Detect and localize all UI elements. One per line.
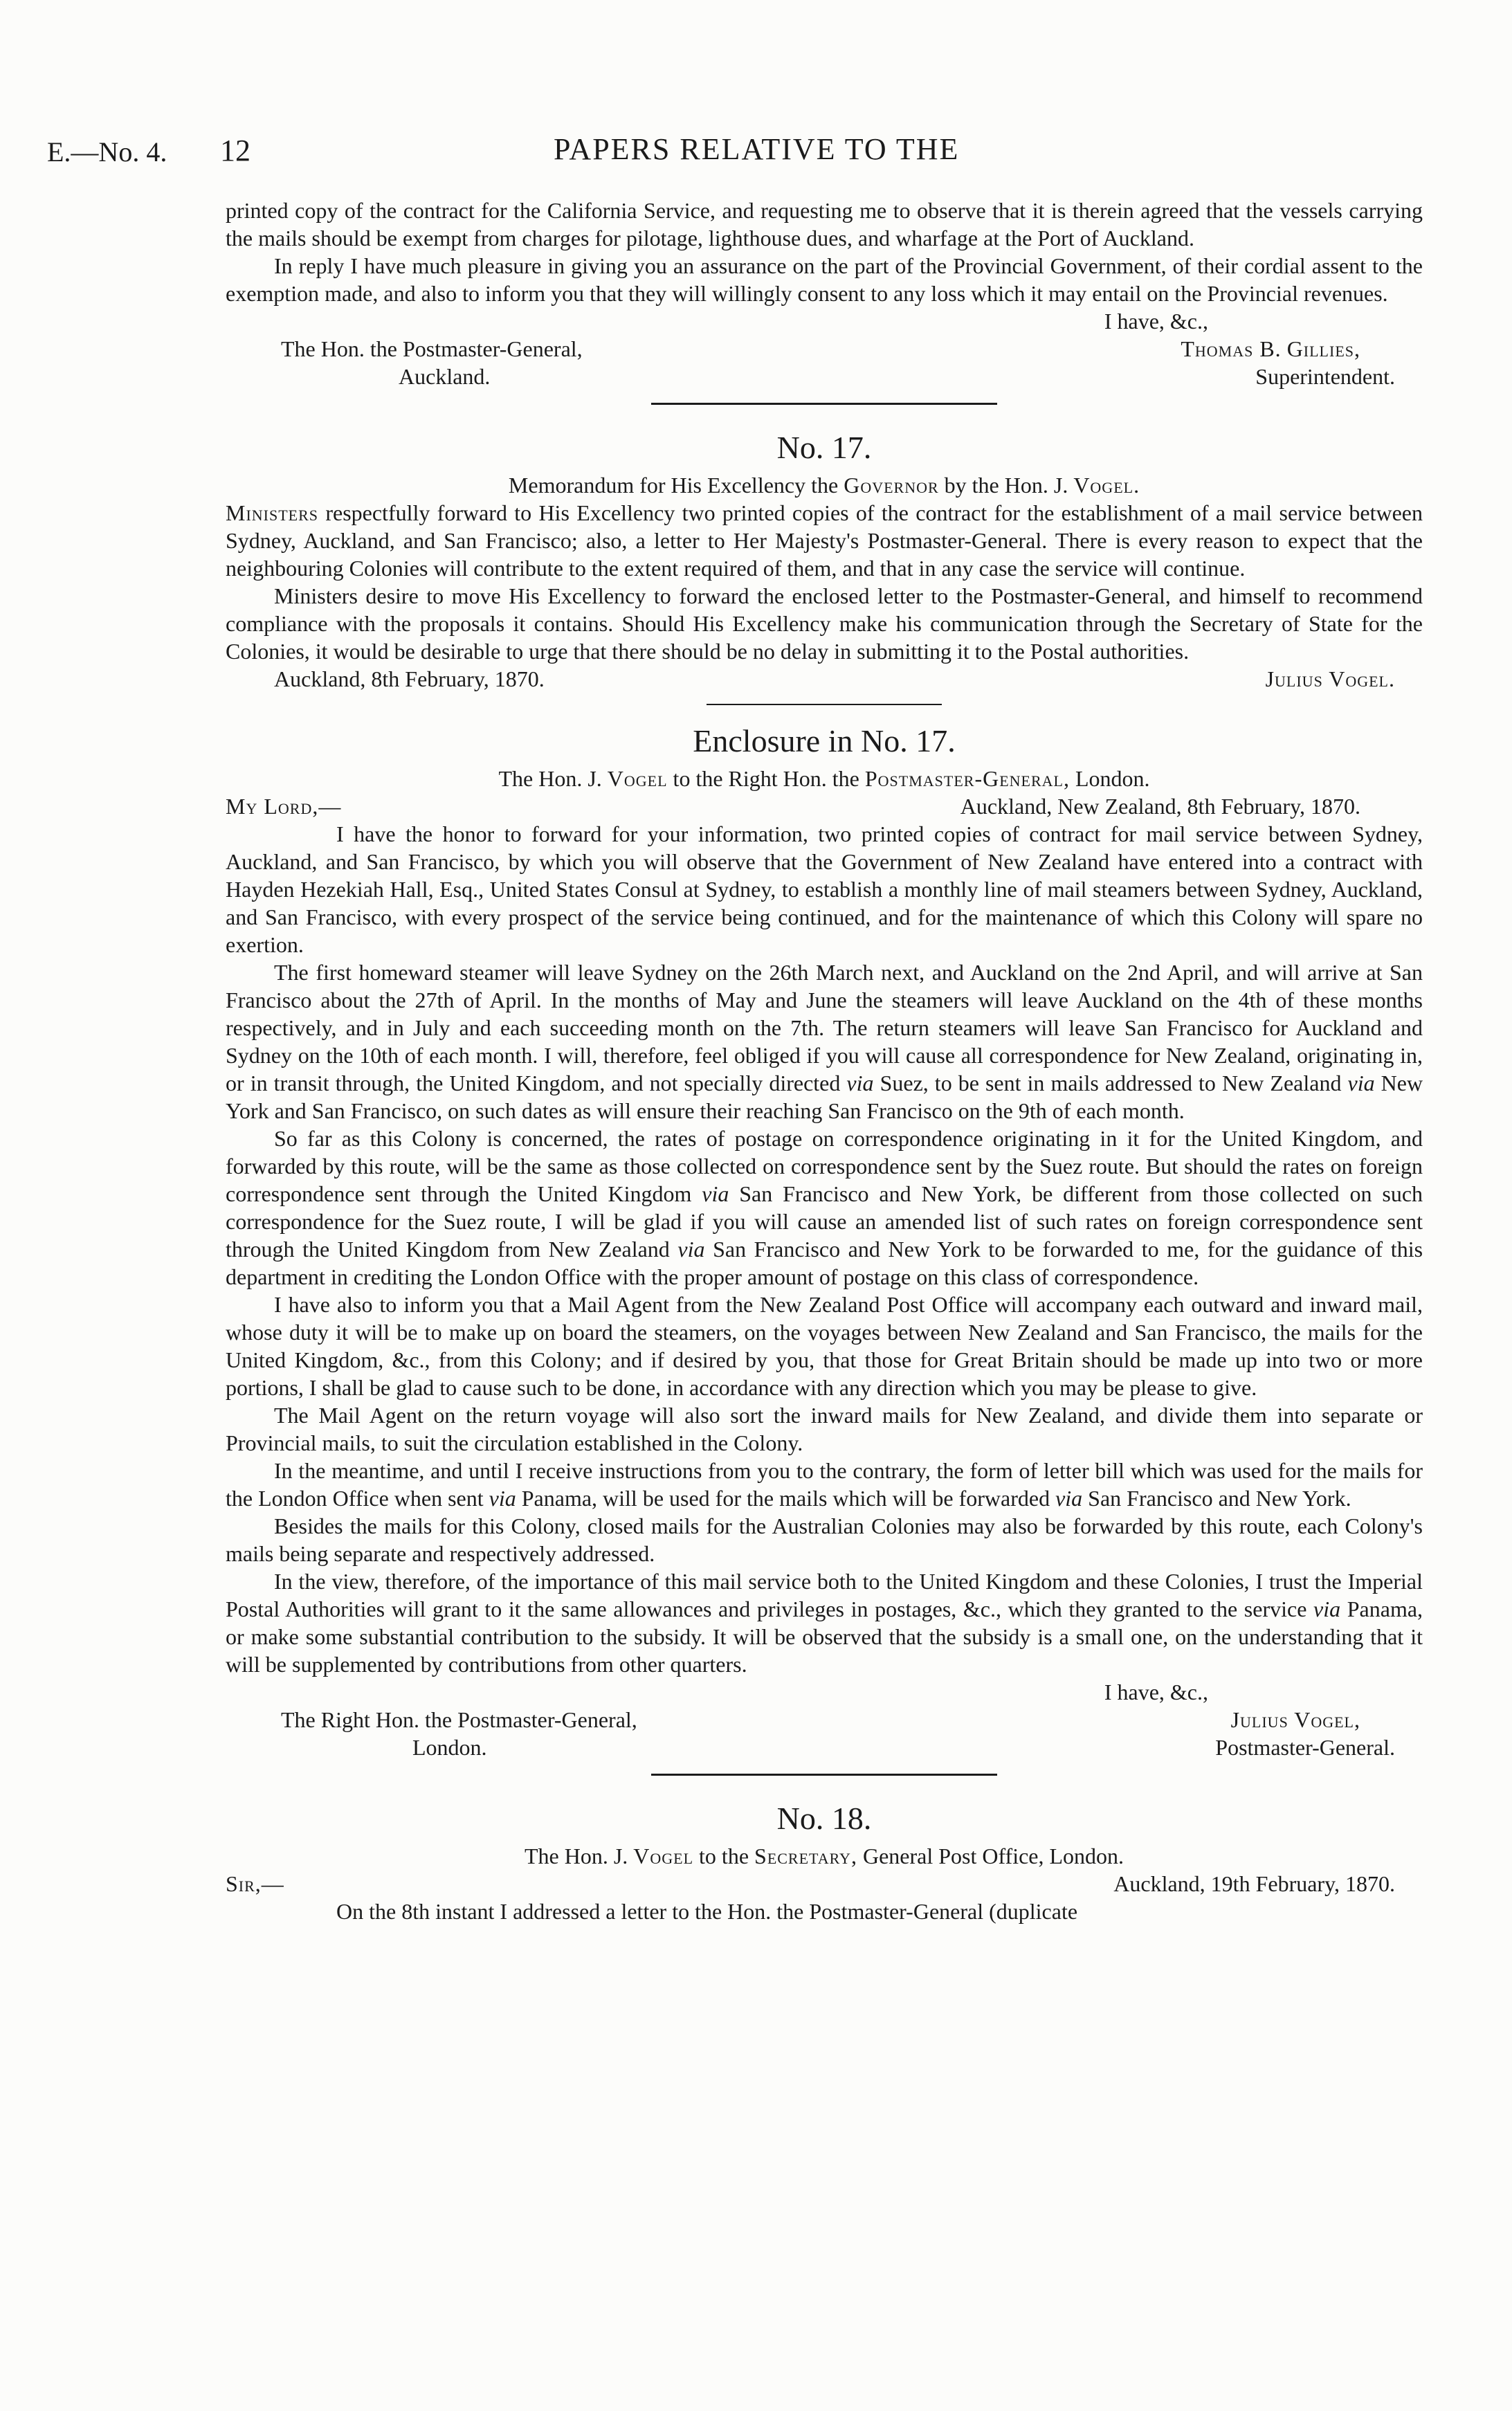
paragraph: I have the honor to forward for your information, two printed copies of contract for mail service between Sydney, Auckland, and San Francisco, by which you will observe that the Government of New Zealand have entered into a contract with Hayden Hezekiah Hall, Esq., United States Consul at Sydney, to establish a monthly line of mail steamers between Sydney, Auckland, and San Francisco, with every prospect of the service being continued, and for the maintenance of which this Colony will spare no exertion.: [226, 821, 1423, 957]
section-divider: [651, 1774, 997, 1776]
paragraph: [226, 1125, 1423, 1291]
paragraph-text: Panama, or make some substantial contribution to the subsidy. It will be observed that the subsidy is a small one, on the understanding that it will be supplemented by contributions from other quarters.: [226, 1596, 1423, 1677]
subheading-text: The Hon. J.: [498, 766, 602, 791]
place-date: Auckland, New Zealand, 8th February, 1870.: [960, 794, 1360, 819]
addressee-place: London.: [412, 1735, 487, 1760]
paragraph-text: In the meantime, and until I receive instructions from you to the contrary, the form of letter bill which was used for the mails for the London Office when sent: [226, 1458, 1423, 1511]
section-divider: [707, 704, 942, 705]
paragraph-text: Suez, to be sent in mails addressed to New Zealand: [880, 1071, 1342, 1095]
subheading-name: Governor: [844, 473, 939, 498]
document-heading: No. 17.: [776, 430, 872, 465]
subheading-name: Vogel: [633, 1844, 694, 1868]
paragraph-lead: Ministers: [226, 500, 319, 525]
paragraph: printed copy of the contract for the California Service, and requesting me to observe that it is therein agreed that the vessels carrying the mails should be exempt from charges for pilotage, lighthouse dues, and wharfage at the Port of Auckland.: [226, 198, 1423, 251]
emphasis: via: [489, 1486, 516, 1511]
signer: [1181, 335, 1423, 363]
paragraph-text: Panama, will be used for the mails which will be forwarded: [521, 1486, 1050, 1511]
paragraph: On the 8th instant I addressed a letter to the Hon. the Postmaster-General (duplicate: [336, 1899, 1078, 1924]
running-title: PAPERS RELATIVE TO THE: [554, 132, 960, 166]
paragraph: [226, 958, 1423, 1125]
emphasis: via: [1313, 1596, 1341, 1621]
signer-name: Thomas B.: [1181, 336, 1282, 361]
emphasis: via: [677, 1237, 705, 1262]
signer-title: Superintendent.: [1255, 364, 1395, 389]
addressee: The Hon. the Postmaster-General,: [281, 336, 583, 361]
salutation: Sir,—: [226, 1871, 284, 1896]
document-no-17: [226, 428, 1423, 693]
document-heading: Enclosure in No. 17.: [693, 723, 956, 758]
paragraph-text: So far as this Colony is concerned, the rates of postage on correspondence originating in it for the United Kingdom, and forwarded by this route, will be the same as those collected on correspondence sent by the Suez route. But should the rates on foreign correspondence sent through the United Kingdom: [226, 1126, 1423, 1206]
paragraph: Besides the mails for this Colony, closed mails for the Australian Colonies may also be forwarded by this route, each Colony's mails being separate and respectively addressed.: [226, 1513, 1423, 1566]
closing: I have, &c.,: [1104, 309, 1208, 334]
signer: Julius Vogel.: [1265, 666, 1395, 691]
paragraph-text: The first homeward steamer will leave Sydney on the 26th March next, and Auckland on the 2nd April, and will arrive at San Francisco about the 27th of April. In the months of May and June the steamers will leave Auckland on the 4th of these months respectively, and in July and each succeeding month on the 7th. The return steamers will leave San Francisco for Auckland and Sydney on the 10th of each month. I will, therefore, feel obliged if you will cause all correspondence for New Zealand, originating in, or in transit through, the United Kingdom, and not specially directed: [226, 960, 1423, 1095]
subheading-name: Vogel: [607, 766, 668, 791]
signature-row: [226, 335, 1423, 363]
place-date: Auckland, 8th February, 1870.: [274, 666, 545, 691]
paragraph-text: New York and San Francisco, on such dates as will ensure their reaching San Francisco on the 9th of each month.: [226, 1071, 1423, 1123]
date-signature-row: [226, 665, 1423, 693]
subheading-text: The Hon. J.: [524, 1844, 628, 1868]
page-number: 12: [220, 134, 251, 167]
subheading-name: Secretary,: [754, 1844, 857, 1868]
subheading-name: Vogel.: [1073, 473, 1140, 498]
subheading-text: to the Right Hon. the: [673, 766, 859, 791]
subheading-text: by the Hon. J.: [944, 473, 1068, 498]
paragraph: In reply I have much pleasure in giving you an assurance on the part of the Provincial Government, of their cordial assent to the exemption made, and also to inform you that they will willingly consent to any loss which it may entail on the Provincial revenues.: [226, 253, 1423, 306]
paragraph: [226, 499, 1423, 582]
subheading-text: Memorandum for His Excellency the: [508, 473, 839, 498]
document-no-18: [226, 1799, 1423, 1925]
subheading-text: London.: [1075, 766, 1150, 791]
subheading-name: Postmaster-General,: [864, 766, 1070, 791]
place-date: Auckland, 19th February, 1870.: [1113, 1871, 1395, 1896]
signer-title: Postmaster-General.: [1215, 1735, 1395, 1760]
emphasis: via: [1055, 1486, 1083, 1511]
document-heading: No. 18.: [776, 1801, 872, 1836]
addressee-place: Auckland.: [399, 364, 491, 389]
paragraph: [226, 1567, 1423, 1678]
section-divider: [651, 403, 997, 405]
paragraph-text: San Francisco and New York to be forwarded to me, for the guidance of this department in crediting the London Office with the proper amount of postage on this class of correspondence.: [226, 1237, 1423, 1289]
closing: I have, &c.,: [1104, 1680, 1208, 1704]
emphasis: via: [702, 1181, 729, 1206]
paragraph-text: respectfully forward to His Excellency two printed copies of the contract for the establishment of a mail service between Sydney, Auckland, and San Francisco; also, a letter to Her Majesty's Postmaster-General. There is every reason to expect that the neighbouring Colonies will contribute to the extent required of them, and that in any case the service will continue.: [226, 500, 1423, 581]
signer: Julius Vogel,: [1230, 1707, 1360, 1732]
signature-row: [226, 1734, 1423, 1761]
salutation-row: [226, 1870, 1423, 1898]
paragraph: The Mail Agent on the return voyage will also sort the inward mails for New Zealand, and divide them into separate or Provincial mails, to suit the circulation established in the Colony.: [226, 1403, 1423, 1455]
series-reference: E.—No. 4.: [47, 136, 167, 167]
signer-surname: Gillies,: [1286, 336, 1360, 361]
text-column: [226, 197, 1423, 1925]
salutation-row: [226, 792, 1423, 820]
signature-row: [226, 363, 1423, 390]
signature-row: [226, 1706, 1423, 1734]
paragraph: Ministers desire to move His Excellency to forward the enclosed letter to the Postmaster-General, and himself to recommend compliance with the proposals it contains. Should His Excellency make his communication through the Secretary of State for the Colonies, it would be desirable to urge that there should be no delay in submitting it to the Postal authorities.: [226, 583, 1423, 664]
paragraph: [226, 1457, 1423, 1512]
emphasis: via: [846, 1071, 874, 1095]
continued-letter: [226, 197, 1423, 390]
salutation: My Lord,—: [226, 794, 342, 819]
addressee: The Right Hon. the Postmaster-General,: [281, 1707, 637, 1732]
paragraph-text: San Francisco and New York.: [1088, 1486, 1351, 1511]
paragraph: I have also to inform you that a Mail Agent from the New Zealand Post Office will accompany each outward and inward mail, whose duty it will be to make up on board the steamers, on the voyages between New Zealand and San Francisco, the mails for the United Kingdom, &c., from this Colony; and if desired by you, that those for Great Britain should be made up into two or more portions, I shall be glad to cause such to be done, in accordance with any direction which you may be please to give.: [226, 1292, 1423, 1400]
document-subheading: [226, 765, 1423, 792]
paragraph-text: In the view, therefore, of the importance of this mail service both to the United Kingdom and these Colonies, I trust the Imperial Postal Authorities will grant to it the same allowances and privileges in postages, &c., which they granted to the service: [226, 1569, 1423, 1621]
document-subheading: [226, 471, 1423, 499]
subheading-text: General Post Office, London.: [862, 1844, 1124, 1868]
subheading-text: to the: [699, 1844, 749, 1868]
document-subheading: [226, 1842, 1423, 1870]
emphasis: via: [1347, 1071, 1375, 1095]
enclosure-in-no-17: [226, 722, 1423, 1761]
paragraph-text: San Francisco and New York, be different from those collected on such correspondence for the Suez route, I will be glad if you will cause an amended list of such rates on foreign correspondence sent through the United Kingdom from New Zealand: [226, 1181, 1423, 1262]
